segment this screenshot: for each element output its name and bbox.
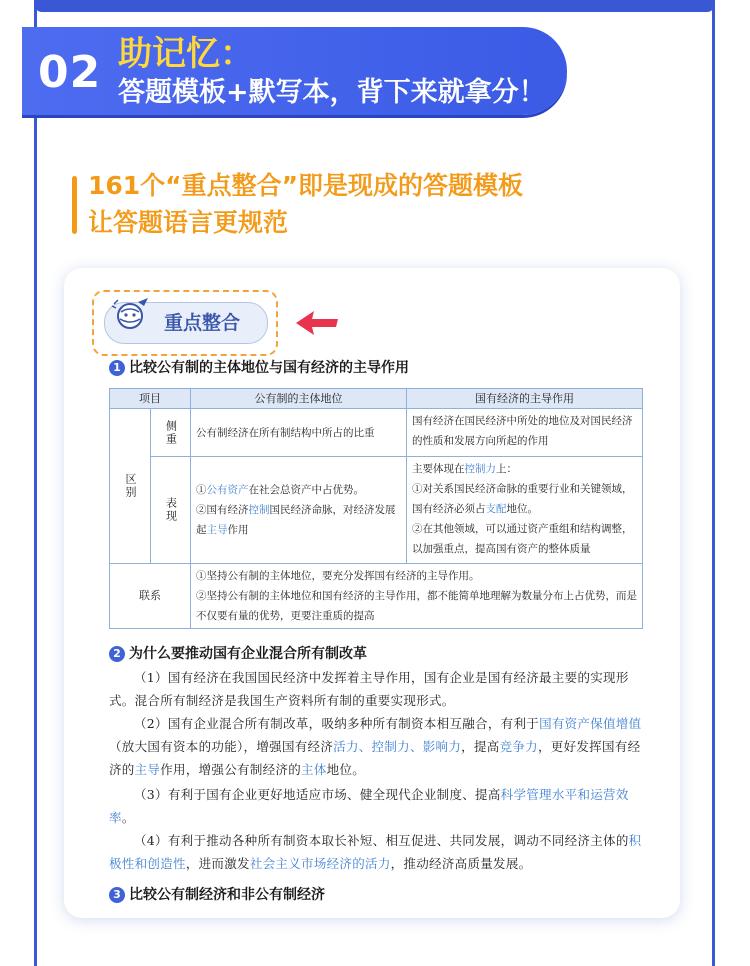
keyword: 主体: [301, 762, 327, 777]
table-cell-focus-col1: [190, 408, 407, 457]
text-segment: 在社会总资产中占优势。: [248, 484, 364, 496]
table-cell-content: [191, 564, 642, 628]
page-frame-left: [34, 0, 37, 966]
paragraph-3: [109, 783, 643, 829]
table-row-label-manifest: [150, 456, 191, 564]
keyword: 公有资产: [206, 484, 249, 496]
keyword: 活力、控制力、影响力: [333, 739, 462, 754]
table-row-label-manifest-text: 表现: [164, 497, 178, 523]
section-1-title: 比较公有制的主体地位与国有经济的主导作用: [129, 360, 409, 376]
table-cell-manifest-col2: [406, 456, 643, 564]
keyword: 竞争力: [499, 739, 538, 754]
text-segment: 上：: [496, 463, 517, 475]
table-row-label-link-text: 联系: [139, 589, 161, 602]
text-segment: 地位。: [506, 503, 538, 515]
paragraph-1: [109, 666, 643, 712]
table-cell-content: [191, 478, 406, 542]
table-row-label-link: [109, 563, 191, 629]
table-header-col2: 国有经济的主导作用: [406, 388, 643, 409]
table-group-label-text: 区别: [124, 473, 137, 499]
text-segment: 作用，增强公有制经济的: [160, 762, 302, 777]
headline-line-2: 让答题语言更规范: [88, 208, 289, 237]
paragraph-4: [109, 829, 643, 875]
page-frame-right: [712, 0, 715, 966]
page-frame-top: [34, 0, 715, 12]
paragraph-2: [109, 712, 643, 781]
text-segment: 国民经济命脉，对经济发展起: [196, 504, 396, 536]
banner-subtitle: 答题模板+默写本，背下来就拿分！: [118, 77, 546, 108]
banner-number: 02: [38, 47, 102, 98]
table-row-label-focus-text: 侧重: [164, 419, 178, 446]
text-segment: 作用: [227, 524, 249, 536]
section-3-heading: [109, 885, 325, 905]
table-cell-text: 国有经济在国民经济中所处的地位及对国民经济的性质和发展方向所起的作用: [412, 415, 633, 447]
pointer-arrow-icon: [292, 308, 340, 338]
text-segment: ①: [196, 484, 207, 496]
section-2-number-icon: 2: [109, 646, 125, 662]
table-group-label: [109, 408, 151, 564]
table-cell-text: 公有制经济在所有制结构中所占的比重: [196, 426, 375, 439]
section-2-heading: [109, 644, 367, 664]
text-segment: ，更好发挥国有经济的: [109, 739, 641, 777]
keyword: 支配: [485, 503, 507, 515]
table-row-label-focus: [150, 408, 191, 457]
section-3-title: 比较公有制经济和非公有制经济: [129, 887, 325, 903]
table-cell-link: [190, 563, 643, 629]
globe-mascot-icon: [108, 294, 154, 334]
text-segment: （3）有利于国有企业更好地适应市场、健全现代企业制度、提高: [134, 787, 501, 802]
keyword: 控制: [248, 504, 270, 516]
section-1-number-icon: 1: [109, 360, 125, 376]
keyword: 主导: [134, 762, 161, 777]
section-1-heading: [109, 358, 409, 378]
keyword: 国有资产保值增值: [539, 716, 642, 731]
keyword: 主导: [206, 524, 228, 536]
text-segment: 。: [121, 810, 135, 825]
text-segment: ②国有经济: [196, 504, 249, 516]
text-segment: （放大国有资本的功能），增强国有经济: [109, 739, 334, 754]
text-segment: ，推动经济高质量发展。: [390, 856, 532, 871]
badge-label: 重点整合: [164, 312, 241, 334]
table-cell-content: [407, 457, 642, 561]
keyword: 科学管理水平和运营效率: [109, 787, 629, 825]
headline-line-1: 161个“重点整合”即是现成的答题模板: [88, 171, 524, 200]
section-3-number-icon: 3: [109, 887, 125, 903]
text-segment: （1）国有经济在我国国民经济中发挥着主导作用，国有企业是国有经济最主要的实现形式。混合所有制经济是我国生产资料所有制的重要实现形式。: [109, 670, 629, 708]
text-segment: ①对关系国民经济命脉的重要行业和关键领域，国有经济必须占: [412, 483, 633, 515]
comparison-table: [109, 388, 643, 629]
text-segment: 地位。: [326, 762, 366, 777]
headline-accent-bar: [72, 176, 77, 234]
text-segment: ①坚持公有制的主体地位，要充分发挥国有经济的主导作用。: [196, 570, 480, 582]
text-segment: ，提高: [461, 739, 500, 754]
text-segment: ②在其他领域，可以通过资产重组和结构调整，以加强重点，提高国有资产的整体质量: [412, 523, 633, 555]
text-segment: （4）有利于推动各种所有制资本取长补短、相互促进、共同发展，调动不同经济主体的: [134, 833, 629, 848]
text-segment: ②坚持公有制的主体地位和国有经济的主导作用，都不能简单地理解为数量分布上占优势，而是不仅要有量的优势，更要注重质的提高: [196, 590, 637, 622]
text-segment: 主要体现在: [412, 463, 465, 475]
keyword: 控制力: [464, 463, 496, 475]
banner-title: 助记忆：: [118, 34, 254, 74]
keyword: 积极性和创造性: [109, 833, 642, 871]
header-banner: [22, 27, 567, 115]
text-segment: （2）国有企业混合所有制改革，吸纳多种所有制资本相互融合，有利于: [134, 716, 540, 731]
table-cell-focus-col2: [406, 408, 643, 457]
keyword: 社会主义市场经济的活力: [249, 856, 391, 871]
section-2-title: 为什么要推动国有企业混合所有制改革: [129, 646, 367, 662]
text-segment: ，进而激发: [185, 856, 250, 871]
table-header-item: 项目: [109, 388, 191, 409]
table-cell-manifest-col1: [190, 456, 407, 564]
table-header-col1: 公有制的主体地位: [190, 388, 407, 409]
